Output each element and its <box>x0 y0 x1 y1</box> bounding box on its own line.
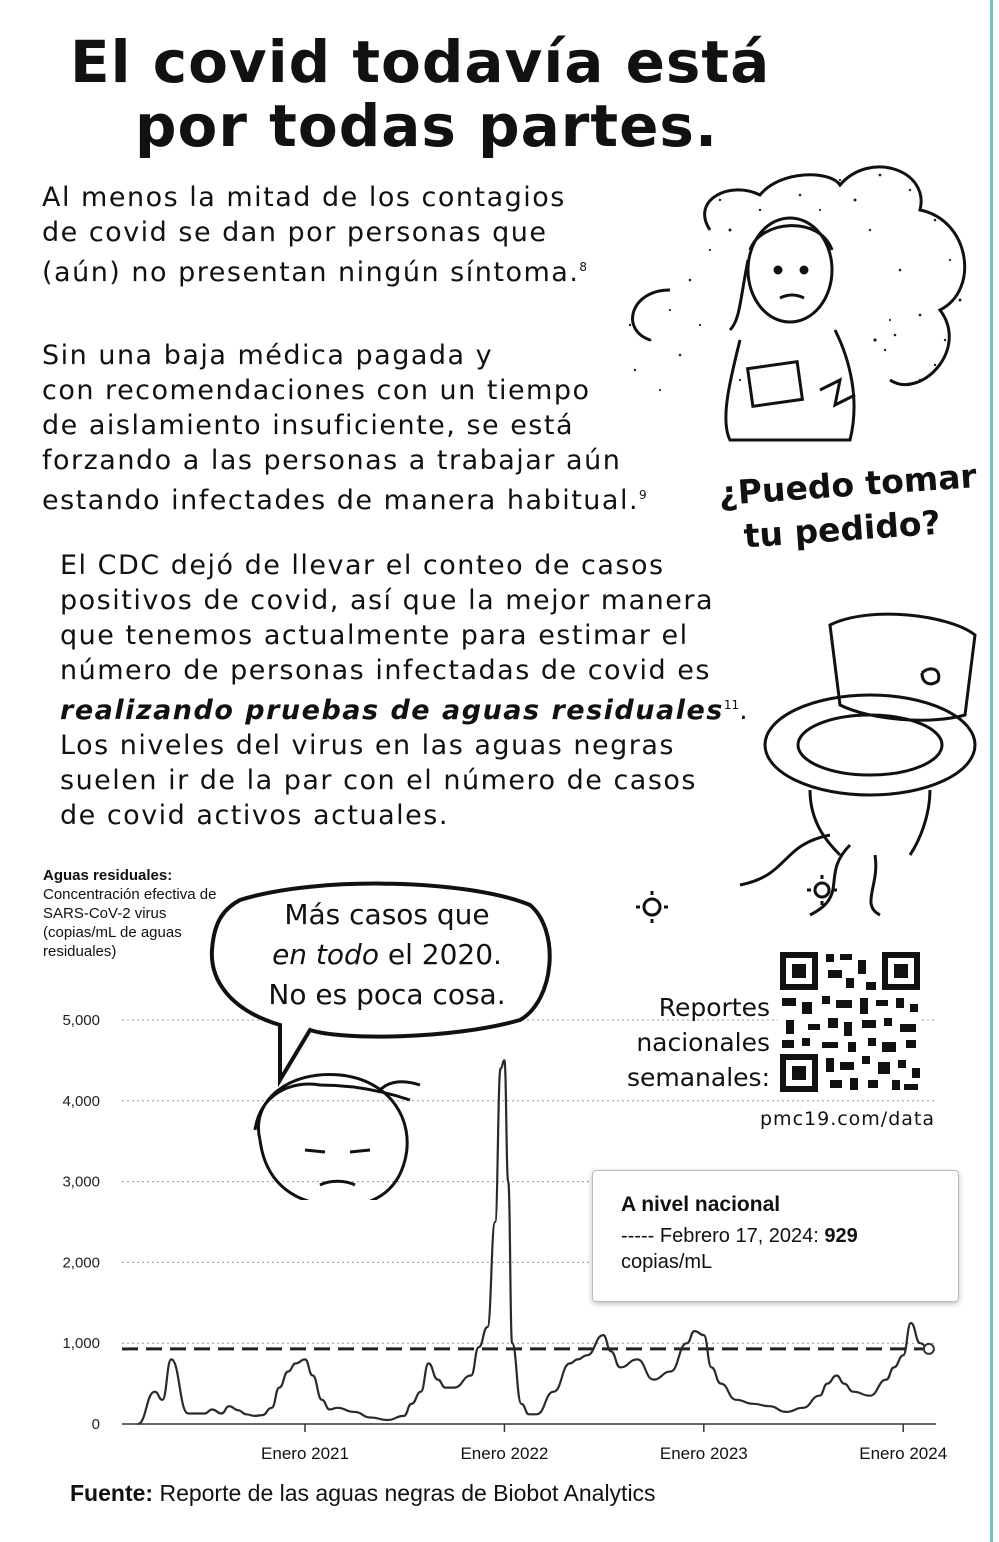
chart-source <box>70 1480 656 1507</box>
reports-line-2: nacionales <box>636 1028 770 1057</box>
data-url-link[interactable]: pmc19.com/data <box>760 1108 936 1130</box>
y-tick-label: 1,000 <box>62 1335 100 1353</box>
title-line-2: por todas partes. <box>135 92 718 160</box>
paragraph-wastewater-text-after: . Los niveles del virus en las aguas negras suelen ir de la par con el número de casos de covid activos actuales. <box>60 695 750 831</box>
x-tick-label: Enero 2024 <box>859 1444 948 1463</box>
footnote-ref-9: 9 <box>639 488 647 502</box>
y-tick-label: 0 <box>91 1416 100 1433</box>
y-tick-label: 3,000 <box>62 1173 100 1191</box>
chart-tooltip <box>592 1170 959 1302</box>
chart-x-ticks <box>261 1424 947 1463</box>
tooltip-value-line <box>621 1223 941 1275</box>
tooltip-value: 929 <box>824 1225 858 1247</box>
qr-code-icon[interactable] <box>778 950 922 1094</box>
reports-line-3: semanales: <box>626 1063 770 1092</box>
paragraph-wastewater-text-before: El CDC dejó de llevar el conteo de casos positivos de covid, así que la mejor manera que tenemos actualmente para estimar el número de personas infectadas de covid es <box>60 550 715 686</box>
bubble-line-2-rest: el 2020. <box>378 938 502 971</box>
wastewater-emphasis: realizando pruebas de aguas residuales <box>60 695 724 726</box>
chart-y-axis-label-bold: Aguas residuales: <box>43 867 173 884</box>
chart-y-ticks <box>62 1012 100 1433</box>
order-speech-line-1: ¿Puedo tomar <box>717 456 978 514</box>
footnote-ref-8: 8 <box>579 260 588 274</box>
bubble-speech <box>232 895 542 1015</box>
tooltip-title: A nivel nacional <box>621 1193 781 1216</box>
chart-y-axis-label-text: Concentración efectiva de SARS-CoV-2 virus (copias/mL de aguas residuales) <box>43 886 217 960</box>
tooltip-unit: copias/mL <box>621 1251 713 1273</box>
source-text: Reporte de las aguas negras de Biobot Analytics <box>153 1480 656 1506</box>
title-line-1: El covid todavía está <box>70 28 771 96</box>
y-tick-label: 2,000 <box>62 1254 100 1272</box>
sad-face <box>255 1074 420 1200</box>
paragraph-sick-leave-text: Sin una baja médica pagada y con recomendaciones con un tiempo de aislamiento insuficiente, se está forzando a las personas a trabajar aún estando infectades de manera habitual. <box>42 340 640 516</box>
paragraph-asymptomatic-text: Al menos la mitad de los contagios de covid se dan por personas que (aún) no presentan ningún síntoma. <box>42 182 580 288</box>
weekly-reports-label <box>600 990 770 1095</box>
reference-point <box>924 1344 934 1354</box>
bubble-line-2-italic: en todo <box>272 938 379 971</box>
source-label: Fuente: <box>70 1480 154 1506</box>
x-tick-label: Enero 2021 <box>261 1444 349 1463</box>
x-tick-label: Enero 2022 <box>460 1444 549 1463</box>
footnote-ref-11: 11 <box>723 698 740 712</box>
bubble-line-1: Más casos que <box>284 898 490 931</box>
x-tick-label: Enero 2023 <box>659 1444 748 1463</box>
reports-line-1: Reportes <box>658 993 770 1022</box>
y-tick-label: 4,000 <box>62 1092 100 1110</box>
bubble-line-2 <box>232 935 542 975</box>
tooltip-date: ----- Febrero 17, 2024: <box>621 1225 825 1247</box>
y-tick-label: 5,000 <box>62 1012 100 1029</box>
bubble-line-3: No es poca cosa. <box>268 978 506 1011</box>
order-speech-line-2: tu pedido? <box>742 502 942 556</box>
